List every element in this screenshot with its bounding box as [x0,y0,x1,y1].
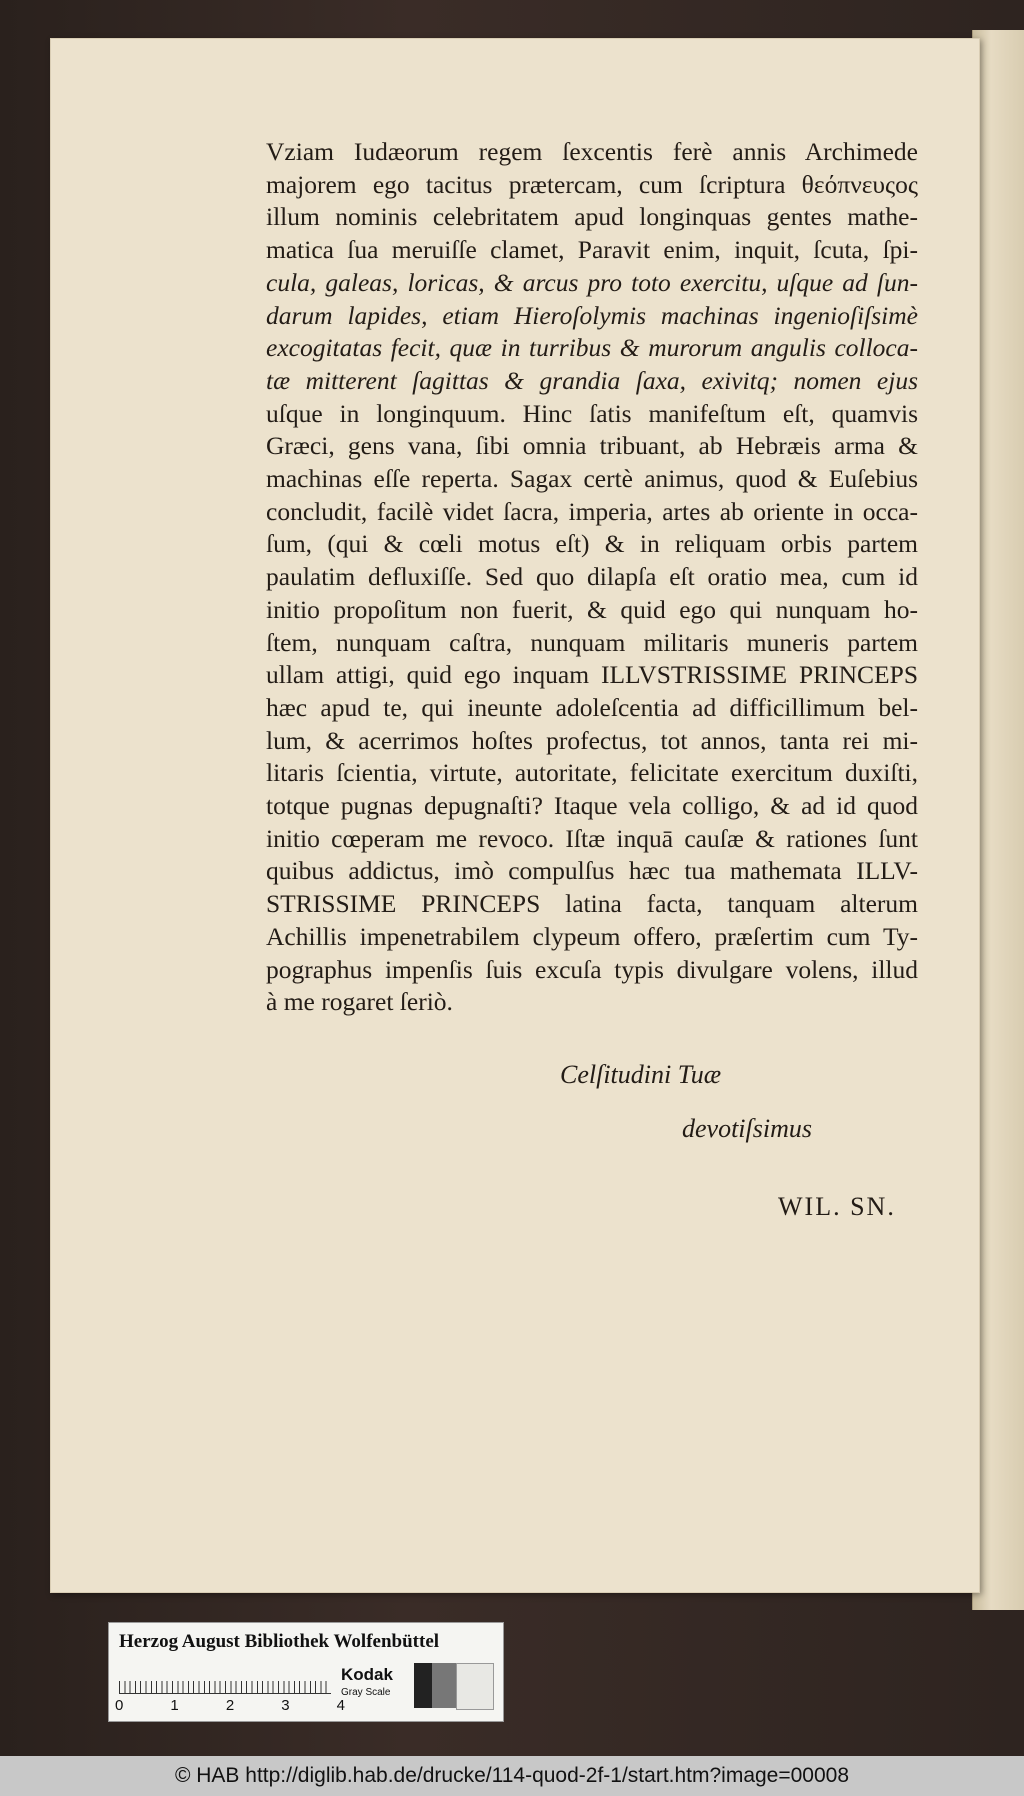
ruler-number: 3 [281,1697,290,1714]
text-line: à me rogaret ſeriò. [266,987,453,1017]
text-line: paulatim defluxiſſe. Sed quo dilapſa eſt oratio mea, cum id [266,562,918,592]
text-line: ullam attigi, quid ego inquam ILLVSTRISSIME PRINCEPS [266,660,918,690]
text-line: Græci, gens vana, ſibi omnia tribuant, ab Hebræis arma & [266,431,918,461]
copyright-footer: © HAB http://diglib.hab.de/drucke/114-quod-2f-1/start.htm?image=00008 [0,1756,1024,1796]
body-text [266,136,918,1019]
text-line: totque pugnas depugnaſti? Itaque vela colligo, & ad id quod [266,791,918,821]
text-line: uſque in longinquum. Hinc ſatis manifeſtum eſt, quamvis [266,398,918,428]
ruler-number: 1 [170,1697,179,1714]
text-line: illum nominis celebritatem apud longinquas gentes mathe- [266,202,918,232]
text-line: quibus addictus, imò compulſus hæc tua mathemata ILLV- [266,856,918,886]
color-target-card [108,1622,504,1722]
text-line: initio cœperam me revoco. Iſtæ inquā cauſæ & rationes ſunt [266,823,918,853]
gray-patch-mid [432,1663,456,1708]
scale-ruler [119,1669,331,1694]
text-line: initio propoſitum non fuerit, & quid ego qui nunquam ho- [266,594,918,624]
text-line: concludit, facilè videt ſacra, imperia, artes ab oriente in occa- [266,496,918,526]
text-line: pographus impenſis ſuis excuſa typis divulgare volens, illud [266,954,918,984]
text-line: litaris ſcientia, virtute, autoritate, felicitate exercitum duxiſti, [266,758,918,788]
text-line: tæ mitterent ſagittas & grandia ſaxa, exivitq; nomen ejus [266,365,918,395]
signature-name: WIL. SN. [778,1192,896,1221]
kodak-subtitle: Gray Scale [341,1687,391,1698]
text-line: ſum, (qui & cœli motus eſt) & in reliquam orbis partem [266,529,918,559]
signature-devotion: devotiſsimus [682,1114,812,1143]
ruler-number: 0 [115,1697,124,1714]
text-line: STRISSIME PRINCEPS latina facta, tanquam alterum [266,889,918,919]
text-line: cula, galeas, loricas, & arcus pro toto exercitu, uſque ad ſun- [266,267,918,297]
library-name: Herzog August Bibliothek Wolfenbüttel [119,1631,440,1652]
text-line: matica ſua meruiſſe clamet, Paravit enim, inquit, ſcuta, ſpi- [266,235,918,265]
kodak-label [341,1665,391,1698]
text-line: darum lapides, etiam Hieroſolymis machinas ingenioſiſsimè [266,300,918,330]
ruler-number: 2 [225,1697,235,1714]
text-line: ſtem, nunquam caſtra, nunquam militaris muneris partem [266,627,918,657]
gray-patch-light [456,1663,494,1710]
text-line: Vziam Iudæorum regem ſexcentis ferè annis Archimede [266,137,918,166]
text-line: lum, & acerrimos hoſtes profectus, tot annos, tanta rei mi- [266,725,918,755]
text-line: hæc apud te, qui ineunte adoleſcentia ad difficillimum bel- [266,692,918,722]
text-line: machinas eſſe reperta. Sagax certè animus, quod & Euſebius [266,464,918,494]
ruler-numbers [115,1697,345,1714]
signature-salutation: Celſitudini Tuæ [560,1060,722,1089]
kodak-brand: Kodak [341,1665,393,1684]
ruler-number: 4 [336,1697,345,1714]
text-line: majorem ego tacitus prætercam, cum ſcriptura θεόπνευςος [266,169,918,199]
text-line: excogitatas fecit, quæ in turribus & murorum angulis colloca- [266,333,918,363]
gray-patch-dark [414,1663,432,1708]
text-line: Achillis impenetrabilem clypeum offero, præſertim cum Ty- [266,921,918,951]
